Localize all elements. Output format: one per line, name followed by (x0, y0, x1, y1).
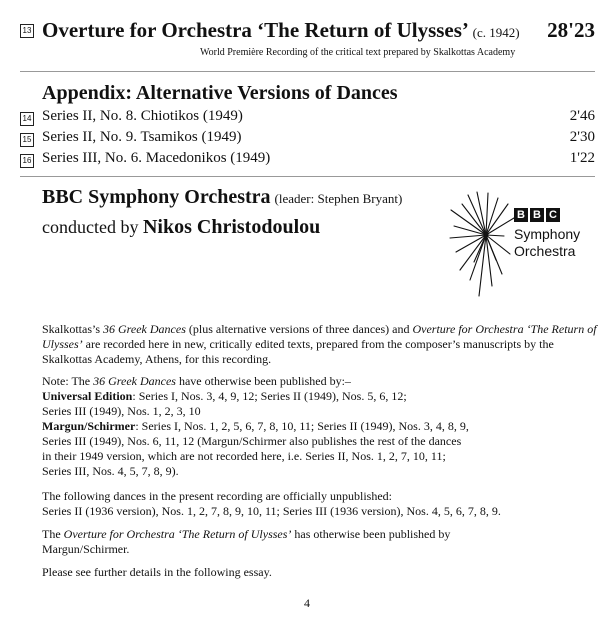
bbc-letter: B (514, 208, 528, 222)
orchestra-leader: (leader: Stephen Bryant) (274, 191, 403, 206)
track-title: Series III, No. 6. Macedonikos (1949) (42, 150, 271, 166)
text-run: : Series I, Nos. 3, 4, 9, 12; Series II (1949), Nos. 5, 6, 12; (132, 389, 407, 403)
overture-title (42, 18, 520, 43)
bbc-blocks (514, 205, 580, 223)
work-title: Overture for Orchestra ‘The Return of Ulysses’ (42, 322, 597, 351)
track-title: Series II, No. 8. Chiotikos (1949) (42, 108, 243, 124)
text-run: are recorded here in new, critically edited texts, prepared from the composer’s manuscripts by the Skalkottas Academy, Athens, for this recording. (42, 337, 554, 366)
track-number-badge: 14 (20, 112, 34, 126)
note-line: The following dances in the present recording are officially unpublished: (42, 489, 393, 503)
divider (20, 176, 595, 177)
track-title: Series II, No. 9. Tsamikos (1949) (42, 129, 242, 145)
overture-publisher-note (42, 527, 597, 557)
publisher-label: Universal Edition (42, 389, 133, 403)
text-run: (plus alternative versions of three dances) and (185, 322, 413, 336)
publisher-label: Margun/Schirmer (42, 419, 136, 433)
overture-duration: 28'23 (547, 18, 595, 42)
page-number: 4 (304, 596, 310, 610)
appendix-heading: Appendix: Alternative Versions of Dances (42, 82, 398, 104)
orchestra-line (42, 186, 402, 209)
intro-paragraph (42, 322, 597, 367)
track-duration: 1'22 (569, 150, 595, 166)
text-run: : Series I, Nos. 1, 2, 5, 6, 7, 8, 10, 11; Series II (1949), Nos. 3, 4, 8, 9, (135, 419, 469, 433)
logo-orchestra: Orchestra (514, 243, 576, 259)
text-run: Note: The (42, 374, 94, 388)
publishers-note (42, 374, 597, 479)
note-line (42, 374, 597, 389)
note-line (42, 389, 597, 404)
note-line: Series III (1949), Nos. 1, 2, 3, 10 (42, 404, 201, 418)
overture-title-text: Overture for Orchestra ‘The Return of Ulysses’ (42, 18, 468, 42)
track-duration: 2'46 (569, 108, 595, 124)
work-title: 36 Greek Dances (103, 322, 186, 336)
conducted-by-label: conducted by (42, 217, 139, 237)
conductor-line (42, 216, 320, 239)
work-title: 36 Greek Dances (93, 374, 176, 388)
divider (20, 71, 595, 72)
logo-symphony: Symphony (514, 226, 581, 242)
track-number-badge: 13 (20, 24, 34, 38)
bbc-letter: B (530, 208, 544, 222)
bbc-logo (514, 205, 580, 260)
note-line: in their 1949 version, which are not recorded here, i.e. Series II, Nos. 1, 2, 7, 10, 11; (42, 449, 446, 463)
essay-note: Please see further details in the following essay. (42, 565, 272, 579)
note-line: Series III (1949), Nos. 6, 11, 12 (Margun/Schirmer also publishes the rest of the dances (42, 434, 462, 448)
starburst-icon (448, 190, 518, 300)
note-line (42, 419, 597, 434)
track-duration: 2'30 (569, 129, 595, 145)
text-run: has otherwise been published by (291, 527, 451, 541)
unpublished-note (42, 489, 597, 519)
track-number-badge: 15 (20, 133, 34, 147)
text-run: have otherwise been published by:– (175, 374, 351, 388)
track-number-badge: 16 (20, 154, 34, 168)
work-title: Overture for Orchestra ‘The Return of Ulysses’ (63, 527, 292, 541)
note-line (42, 527, 597, 542)
orchestra-name: BBC Symphony Orchestra (42, 186, 271, 208)
overture-note: World Première Recording of the critical text prepared by Skalkottas Academy (200, 47, 516, 58)
note-line: Series II (1936 version), Nos. 1, 2, 7, 8, 9, 10, 11; Series III (1936 version), Nos. 4, 5, 6, 7, 8, 9. (42, 504, 501, 518)
note-line: Margun/Schirmer. (42, 542, 130, 556)
text-run: The (42, 527, 64, 541)
text-run: Skalkottas’s (42, 322, 104, 336)
note-line: Series III, Nos. 4, 5, 7, 8, 9). (42, 464, 179, 478)
overture-date: (c. 1942) (472, 25, 520, 40)
bbc-letter: C (546, 208, 560, 222)
conductor-name: Nikos Christodoulou (142, 216, 321, 238)
